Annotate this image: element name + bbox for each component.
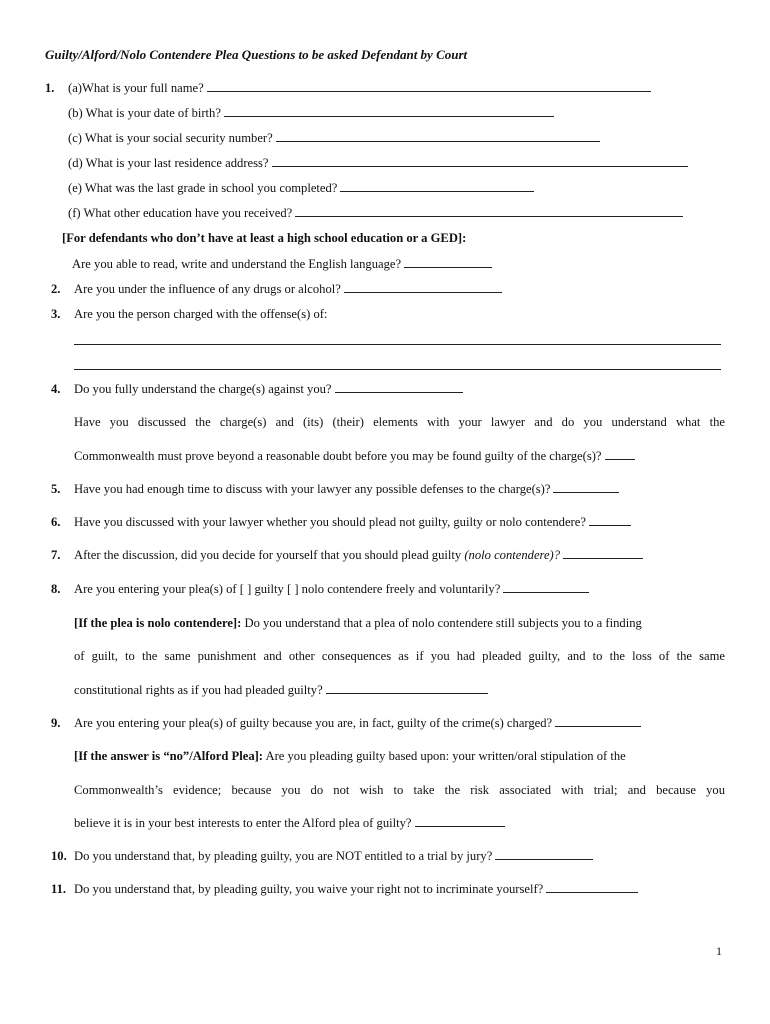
question-2 bbox=[74, 281, 502, 297]
answer-blank-1f[interactable] bbox=[295, 205, 683, 217]
question-9-followup-line3-text: believe it is in your best interests to enter the Alford plea of guilty? bbox=[74, 816, 412, 830]
question-10-text: Do you understand that, by pleading guilty, you are NOT entitled to a trial by jury? bbox=[74, 849, 493, 863]
answer-blank-11[interactable] bbox=[546, 881, 638, 893]
question-4-text: Do you fully understand the charge(s) against you? bbox=[74, 382, 332, 396]
question-number-7: 7. bbox=[51, 548, 61, 562]
question-1f-text: (f) What other education have you received? bbox=[68, 206, 293, 220]
question-10 bbox=[74, 848, 593, 864]
answer-line-3b[interactable] bbox=[74, 369, 721, 370]
question-8-text: Are you entering your plea(s) of [ ] guilty [ ] nolo contendere freely and voluntarily? bbox=[74, 582, 501, 596]
answer-blank-6[interactable] bbox=[589, 514, 631, 526]
question-number-9: 9. bbox=[51, 716, 61, 730]
question-1b bbox=[68, 105, 554, 121]
question-11 bbox=[74, 881, 638, 897]
question-11-text: Do you understand that, by pleading guilty, you waive your right not to incriminate yourself? bbox=[74, 882, 544, 896]
question-number-10: 10. bbox=[51, 849, 67, 863]
question-3-text: Are you the person charged with the offense(s) of: bbox=[74, 307, 328, 321]
question-number-1: 1. bbox=[45, 81, 55, 95]
question-8-followup-text: Do you understand that a plea of nolo contendere still subjects you to a finding bbox=[244, 616, 642, 630]
question-1f bbox=[68, 205, 683, 221]
question-number-8: 8. bbox=[51, 582, 61, 596]
answer-blank-9b[interactable] bbox=[415, 815, 505, 827]
question-9-followup-line1 bbox=[74, 748, 626, 764]
question-6 bbox=[74, 514, 631, 530]
answer-blank-8[interactable] bbox=[503, 581, 589, 593]
answer-blank-1a[interactable] bbox=[207, 80, 651, 92]
nolo-contendere-note: [If the plea is nolo contendere]: bbox=[74, 616, 242, 630]
question-number-3: 3. bbox=[51, 307, 61, 321]
question-6-text: Have you discussed with your lawyer whether you should plead not guilty, guilty or nolo contendere? bbox=[74, 515, 586, 529]
answer-blank-7[interactable] bbox=[563, 547, 643, 559]
question-english bbox=[72, 256, 492, 272]
question-1b-text: (b) What is your date of birth? bbox=[68, 106, 221, 120]
education-note: [For defendants who don’t have at least a high school education or a GED]: bbox=[62, 231, 467, 245]
question-9-followup-text: Are you pleading guilty based upon: your written/oral stipulation of the bbox=[265, 749, 626, 763]
page-number: 1 bbox=[716, 944, 722, 958]
question-4-followup-line1: Have you discussed the charge(s) and (its) (their) elements with your lawyer and do you understand what the bbox=[74, 415, 725, 429]
page-title: Guilty/Alford/Nolo Contendere Plea Questions to be asked Defendant by Court bbox=[45, 47, 468, 62]
answer-line-3a[interactable] bbox=[74, 344, 721, 345]
answer-blank-1b[interactable] bbox=[224, 105, 554, 117]
answer-blank-2[interactable] bbox=[344, 281, 502, 293]
answer-blank-9[interactable] bbox=[555, 715, 641, 727]
question-7 bbox=[74, 547, 643, 563]
alford-plea-note: [If the answer is “no”/Alford Plea]: bbox=[74, 749, 264, 763]
answer-blank-1d[interactable] bbox=[272, 155, 688, 167]
question-number-11: 11. bbox=[51, 882, 67, 896]
question-7-italic: (nolo contendere)? bbox=[464, 548, 561, 562]
answer-blank-4b[interactable] bbox=[605, 448, 635, 460]
question-4-followup-line2 bbox=[74, 448, 635, 464]
question-8-followup-line3-text: constitutional rights as if you had pleaded guilty? bbox=[74, 683, 323, 697]
answer-blank-8b[interactable] bbox=[326, 682, 488, 694]
question-1e-text: (e) What was the last grade in school you completed? bbox=[68, 181, 338, 195]
answer-blank-10[interactable] bbox=[495, 848, 593, 860]
question-9-followup-line3 bbox=[74, 815, 505, 831]
answer-blank-5[interactable] bbox=[553, 481, 619, 493]
question-5-text: Have you had enough time to discuss with your lawyer any possible defenses to the charge(s)? bbox=[74, 482, 551, 496]
question-8-followup-line1 bbox=[74, 615, 642, 631]
question-4-followup-text: Commonwealth must prove beyond a reasonable doubt before you may be found guilty of the charge(s)? bbox=[74, 449, 602, 463]
question-english-text: Are you able to read, write and understand the English language? bbox=[72, 257, 402, 271]
question-9-text: Are you entering your plea(s) of guilty because you are, in fact, guilty of the crime(s) charged? bbox=[74, 716, 553, 730]
answer-blank-1e[interactable] bbox=[340, 180, 534, 192]
question-number-4: 4. bbox=[51, 382, 61, 396]
question-1d bbox=[68, 155, 688, 171]
question-8-followup-line2: of guilt, to the same punishment and other consequences as if you had pleaded guilty, and to the loss of the same bbox=[74, 649, 725, 663]
question-1c bbox=[68, 130, 600, 146]
question-1a bbox=[68, 80, 651, 96]
answer-blank-1c[interactable] bbox=[276, 130, 600, 142]
question-9 bbox=[74, 715, 641, 731]
question-number-2: 2. bbox=[51, 282, 61, 296]
question-1c-text: (c) What is your social security number? bbox=[68, 131, 273, 145]
question-number-5: 5. bbox=[51, 482, 61, 496]
question-2-text: Are you under the influence of any drugs or alcohol? bbox=[74, 282, 341, 296]
answer-blank-english[interactable] bbox=[404, 256, 492, 268]
question-7-text: After the discussion, did you decide for yourself that you should plead guilty bbox=[74, 548, 462, 562]
question-5 bbox=[74, 481, 619, 497]
question-number-6: 6. bbox=[51, 515, 61, 529]
question-1a-text: (a)What is your full name? bbox=[68, 81, 204, 95]
question-8-followup-line3 bbox=[74, 682, 488, 698]
question-4 bbox=[74, 381, 463, 397]
question-9-followup-line2: Commonwealth’s evidence; because you do not wish to take the risk associated with trial; and because you bbox=[74, 783, 725, 797]
question-1d-text: (d) What is your last residence address? bbox=[68, 156, 269, 170]
question-8 bbox=[74, 581, 589, 597]
answer-blank-4[interactable] bbox=[335, 381, 463, 393]
question-1e bbox=[68, 180, 534, 196]
